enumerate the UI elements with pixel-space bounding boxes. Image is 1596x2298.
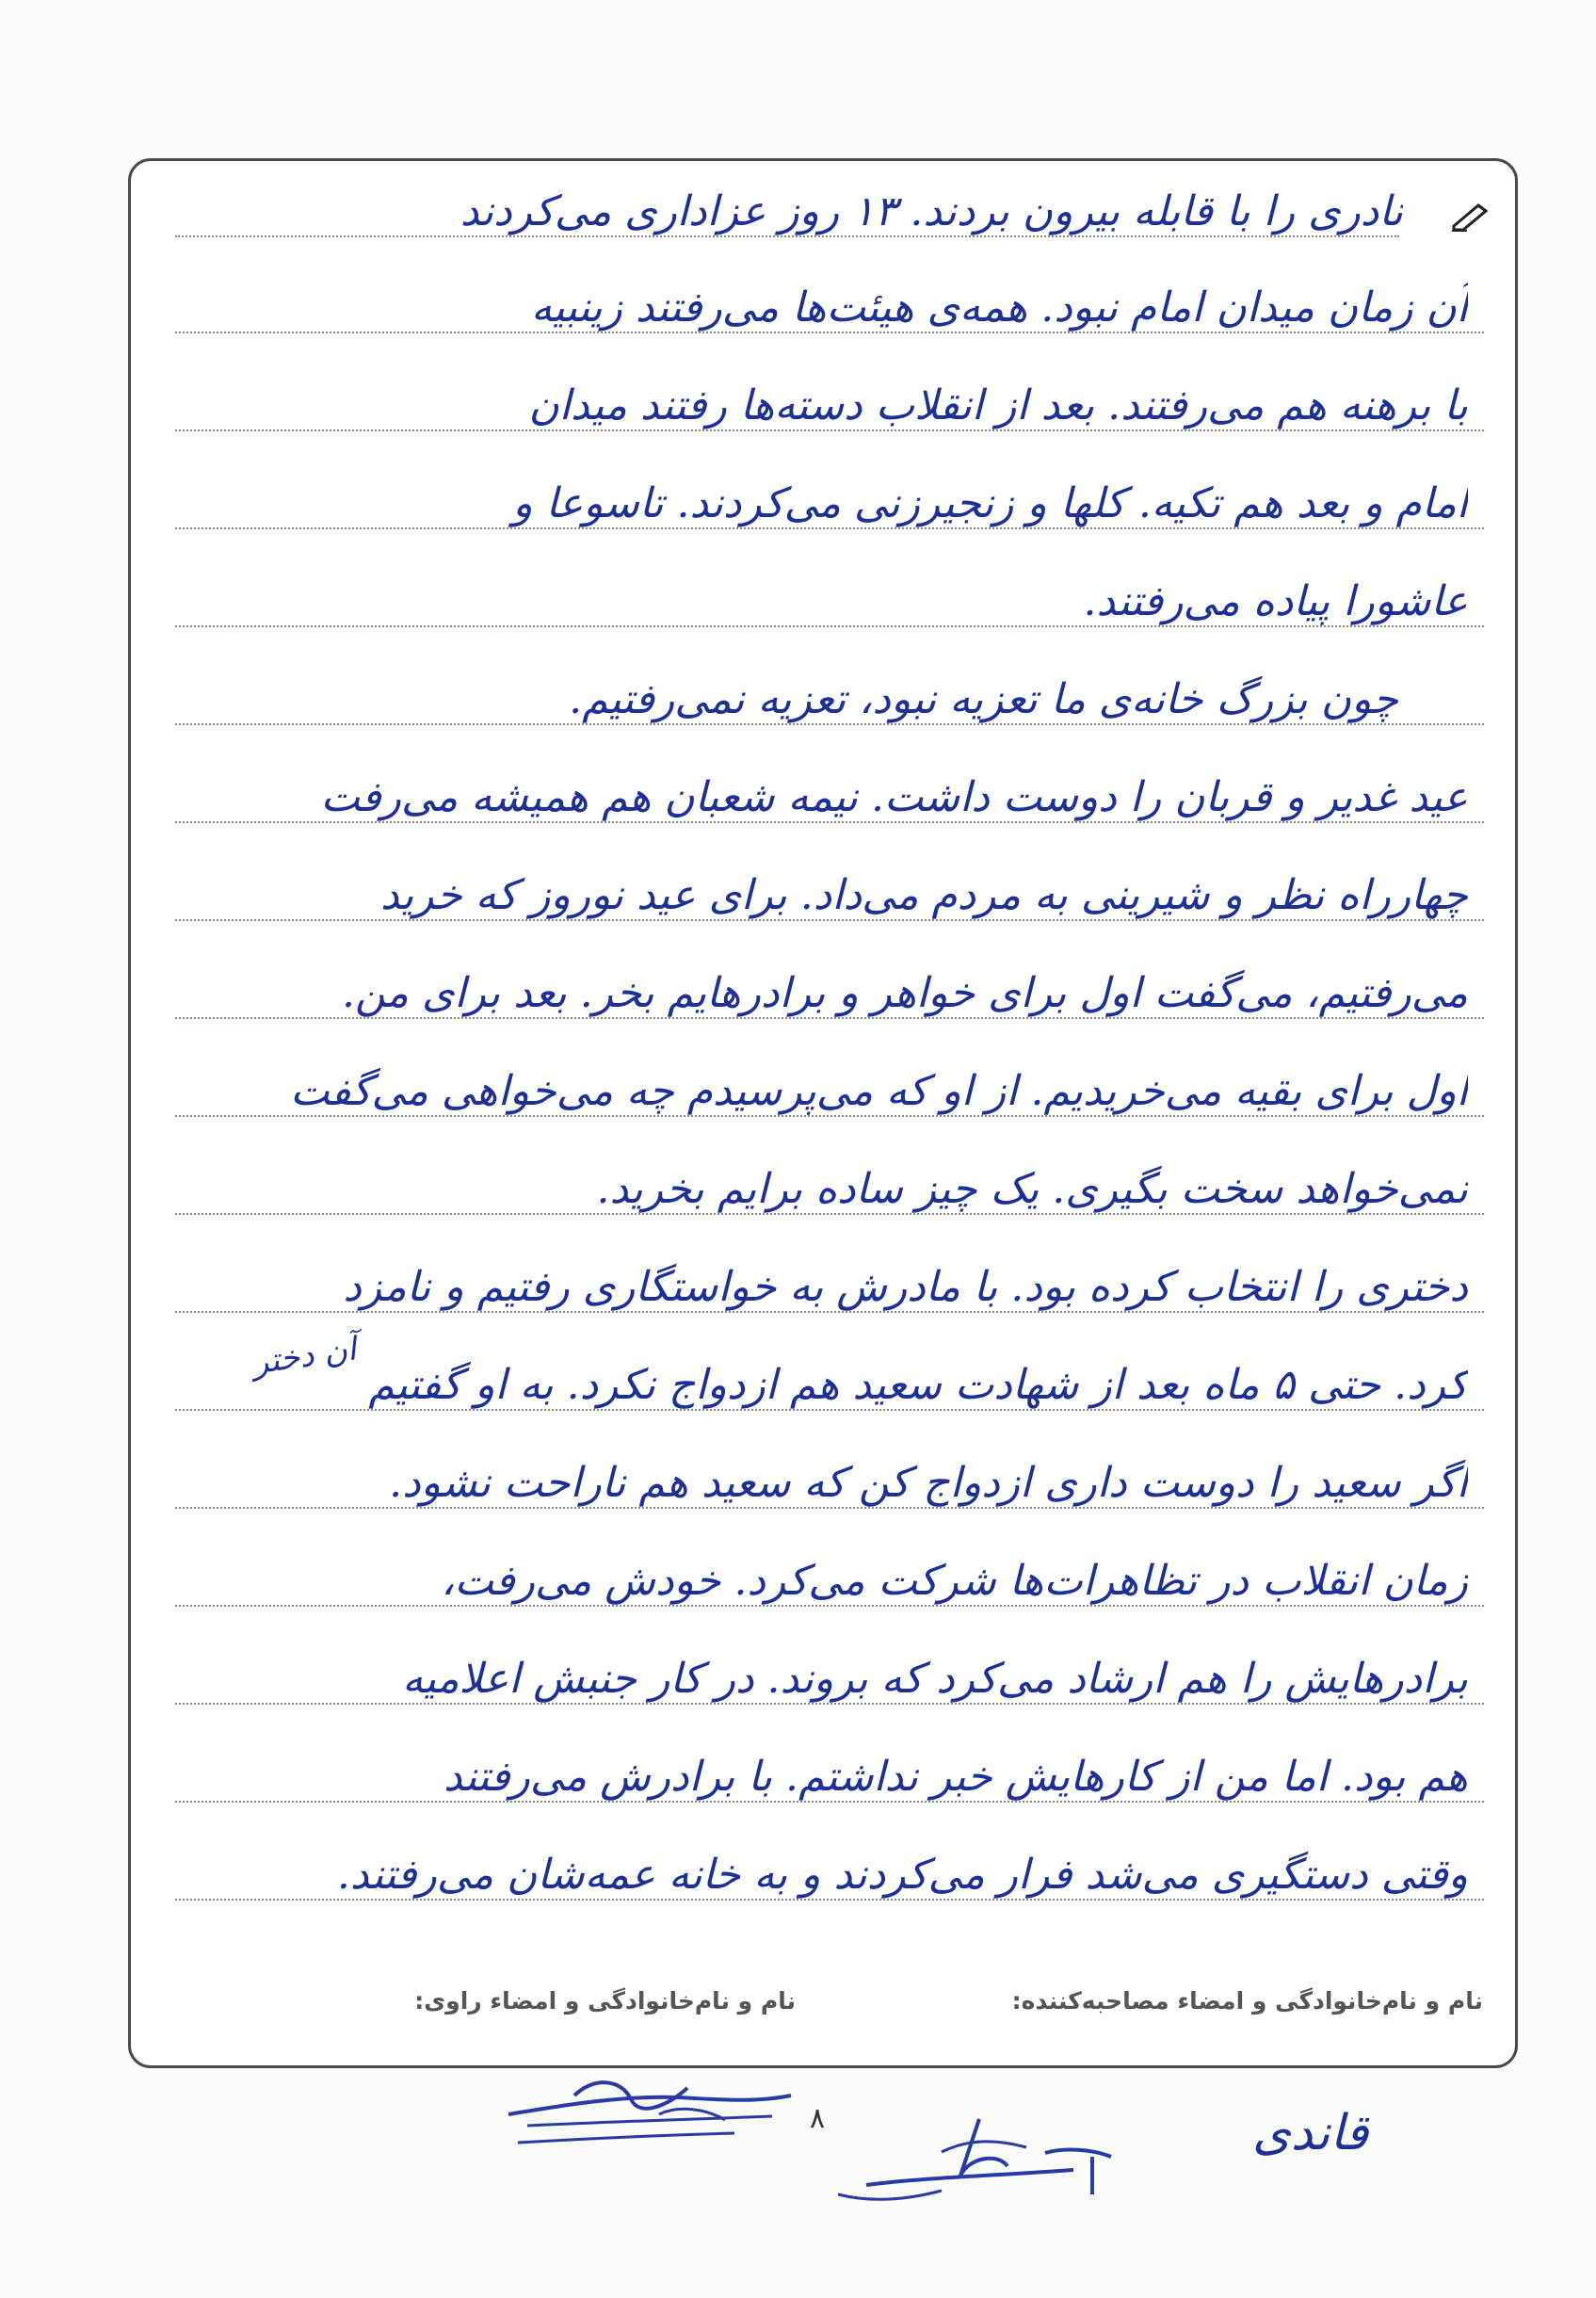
handwritten-line: زمان انقلاب در تظاهرات‌ها شرکت می‌کرد. خودش می‌رفت، [441,1557,1468,1605]
handwritten-line: نمی‌خواهد سخت بگیری. یک چیز ساده برایم بخرید. [596,1165,1468,1213]
handwritten-line: عاشورا پیاده می‌رفتند. [1083,577,1468,625]
handwritten-line: برادرهایش را هم ارشاد می‌کرد که بروند. در کار جنبش اعلامیه [402,1655,1468,1703]
pen-icon [1450,200,1491,232]
handwritten-line: عید غدیر و قربان را دوست داشت. نیمه شعبان هم همیشه می‌رفت [320,773,1468,821]
handwritten-line: اگر سعید را دوست داری ازدواج کن که سعید هم ناراحت نشود. [389,1459,1468,1507]
handwritten-line: چون بزرگ خانه‌ی ما تعزیه نبود، تعزیه نمی‌رفتیم. [569,675,1398,723]
handwritten-line: نادری را با قابله بیرون بردند. ۱۳ روز عزاداری می‌کردند [459,187,1403,235]
handwritten-line: آن زمان میدان امام نبود. همه‌ی هیئت‌ها می‌رفتند زینبیه [530,283,1468,332]
margin-note: آن دختر [250,1330,359,1383]
handwritten-line: می‌رفتیم، می‌گفت اول برای خواهر و برادرهایم بخر. بعد برای من. [341,969,1468,1017]
handwritten-line: امام و بعد هم تکیه. کلها و زنجیرزنی می‌کردند. تاسوعا و [512,479,1468,527]
narrator-signature-label: نام و نام‌خانوادگی و امضاء راوی: [414,1987,796,2015]
narrator-signature [490,2067,829,2171]
signature-name: قاندی [1252,2105,1369,2161]
interviewer-signature [810,2100,1130,2213]
handwritten-line: چهارراه نظر و شیرینی به مردم می‌داد. برای عید نوروز که خرید [379,871,1468,919]
handwritten-line: دختری را انتخاب کرده بود. با مادرش به خواستگاری رفتیم و نامزد [343,1263,1468,1311]
handwritten-line: با برهنه هم می‌رفتند. بعد از انقلاب دسته‌ها رفتند میدان [528,381,1468,429]
page-number: ۸ [810,2102,826,2135]
handwritten-line: کرد. حتی ۵ ماه بعد از شهادت سعید هم ازدواج نکرد. به او گفتیم [368,1361,1468,1409]
handwritten-line: اول برای بقیه می‌خریدیم. از او که می‌پرسیدم چه می‌خواهی می‌گفت [290,1067,1468,1115]
interviewer-signature-label: نام و نام‌خانوادگی و امضاء مصاحبه‌کننده: [1011,1987,1483,2015]
handwritten-line: هم بود. اما من از کارهایش خبر نداشتم. با برادرش می‌رفتند [443,1753,1468,1801]
handwritten-line: وقتی دستگیری می‌شد فرار می‌کردند و به خانه عمه‌شان می‌رفتند. [336,1851,1468,1899]
